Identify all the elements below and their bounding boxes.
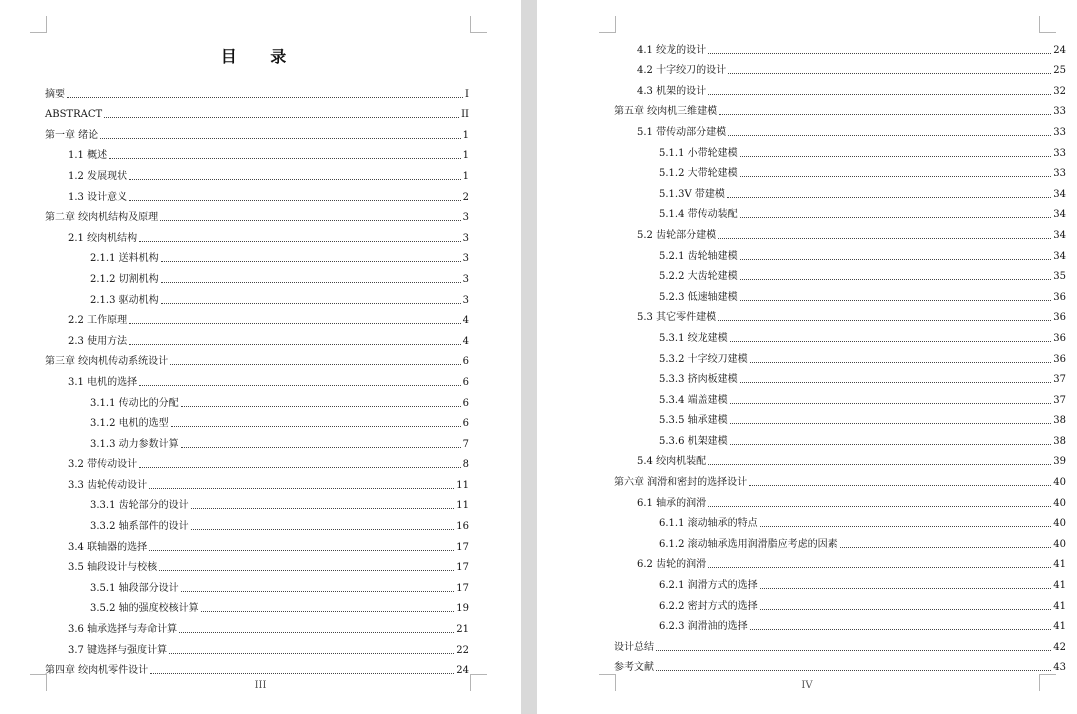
page-number: III [254, 680, 267, 691]
toc-entry-page: 25 [1053, 65, 1066, 77]
toc-entry[interactable] [0, 162, 521, 183]
toc-entry-page: 40 [1053, 538, 1066, 550]
toc-entry[interactable] [537, 571, 1077, 592]
toc-entry-title: 参考文献 [614, 662, 654, 674]
toc-entry[interactable] [0, 533, 521, 554]
toc-entry-page: 6 [462, 356, 469, 368]
dot-leader [191, 529, 455, 530]
toc-entry[interactable] [0, 574, 521, 595]
dot-leader [750, 629, 1052, 630]
dot-leader [129, 344, 461, 345]
toc-entry[interactable] [537, 592, 1077, 613]
toc-entry-page: 3 [462, 232, 469, 244]
dot-leader [67, 97, 463, 98]
dot-leader [728, 135, 1051, 136]
toc-entry-page: 37 [1053, 394, 1066, 406]
toc-entry-title: 5.3.4 端盖建模 [659, 394, 728, 406]
dot-leader [740, 259, 1052, 260]
toc-entry-title: 3.7 键选择与强度计算 [68, 644, 168, 656]
toc-entry[interactable] [537, 242, 1077, 263]
toc-entry-title: 6.1.1 滚动轴承的特点 [659, 518, 758, 530]
toc-entry[interactable] [537, 98, 1077, 119]
toc-entry-title: 6.1.2 滚动轴承选用润滑脂应考虑的因素 [659, 538, 838, 550]
toc-entry-title: 2.3 使用方法 [68, 335, 128, 347]
toc-entry-title: 2.1.1 送料机构 [90, 253, 159, 265]
dot-leader [760, 526, 1052, 527]
toc-entry[interactable] [0, 471, 521, 492]
toc-entry[interactable] [0, 368, 521, 389]
toc-entry[interactable] [537, 468, 1077, 489]
toc-entry[interactable] [537, 36, 1077, 57]
toc-entry-title: 3.1.2 电机的选型 [90, 418, 169, 430]
toc-entry-page: 1 [462, 150, 469, 162]
toc-entry-title: 6.2.2 密封方式的选择 [659, 600, 758, 612]
toc-entry-title: 6.2.3 润滑油的选择 [659, 621, 748, 633]
toc-entry-page: 41 [1053, 600, 1066, 612]
dot-leader [708, 567, 1051, 568]
dot-leader [181, 591, 455, 592]
toc-entry[interactable] [537, 221, 1077, 242]
dot-leader [740, 382, 1052, 383]
toc-entry[interactable] [0, 307, 521, 328]
dot-leader [740, 176, 1052, 177]
dot-leader [170, 364, 460, 365]
dot-leader [161, 282, 461, 283]
page-corner-mark [470, 16, 487, 33]
toc-entry-title: 5.3.5 轴承建模 [659, 415, 728, 427]
dot-leader [109, 158, 461, 159]
toc-entry[interactable] [537, 283, 1077, 304]
toc-entry[interactable] [537, 345, 1077, 366]
dot-leader [760, 609, 1052, 610]
toc-entry-title: 5.1.3V 带建模 [659, 188, 725, 200]
toc-entry-title: 3.3.1 齿轮部分的设计 [90, 500, 189, 512]
document-page-right [537, 0, 1077, 714]
toc-entry-title: 第五章 绞肉机三维建模 [614, 106, 718, 118]
toc-entry-title: 3.5.1 轴段部分设计 [90, 582, 179, 594]
toc-entry-title: 3.2 带传动设计 [68, 459, 138, 471]
toc-entry-title: 第六章 润滑和密封的选择设计 [614, 477, 748, 489]
toc-entry-page: 37 [1053, 374, 1066, 386]
toc-entry-title: 第三章 绞肉机传动系统设计 [45, 356, 169, 368]
toc-entry-title: 1.3 设计意义 [68, 191, 128, 203]
dot-leader [656, 650, 1051, 651]
toc-entry-title: 第二章 绞肉机结构及原理 [45, 212, 159, 224]
toc-entry[interactable] [0, 430, 521, 451]
toc-entry[interactable] [0, 245, 521, 266]
dot-leader [161, 303, 461, 304]
toc-entry-title: 3.5.2 轴的强度校核计算 [90, 603, 199, 615]
dot-leader [104, 117, 459, 118]
dot-leader [129, 200, 461, 201]
toc-entry-title: 5.4 绞肉机装配 [637, 456, 707, 468]
dot-leader [708, 94, 1051, 95]
dot-leader [730, 403, 1052, 404]
toc-entry-page: 4 [462, 315, 469, 327]
toc-entry-title: 5.2.3 低速轴建模 [659, 291, 738, 303]
toc-entry[interactable] [0, 512, 521, 533]
toc-entry-title: 1.2 发展现状 [68, 170, 128, 182]
page-number: IV [801, 680, 813, 691]
toc-entry[interactable] [537, 366, 1077, 387]
toc-entry[interactable] [537, 427, 1077, 448]
toc-entry-title: 4.3 机架的设计 [637, 85, 707, 97]
dot-leader [159, 570, 454, 571]
toc-entry-page: 39 [1053, 456, 1066, 468]
dot-leader [139, 385, 461, 386]
dot-leader [740, 300, 1052, 301]
toc-entry-title: 设计总结 [614, 641, 654, 653]
toc-entry-page: 32 [1053, 85, 1066, 97]
toc-entry-page: 2 [462, 191, 469, 203]
toc-entry-title: ABSTRACT [45, 109, 103, 121]
dot-leader [201, 611, 455, 612]
toc-entry-page: 33 [1053, 106, 1066, 118]
toc-entry-page: 11 [456, 479, 469, 491]
toc-entry[interactable] [0, 492, 521, 513]
toc-entry[interactable] [537, 263, 1077, 284]
toc-entry[interactable] [537, 160, 1077, 181]
toc-entry-page: 3 [462, 253, 469, 265]
toc-entry-page: II [461, 109, 469, 121]
toc-entry-title: 2.1.3 驱动机构 [90, 294, 159, 306]
toc-entry[interactable] [537, 118, 1077, 139]
dot-leader [191, 508, 455, 509]
toc-entry[interactable] [0, 595, 521, 616]
dot-leader [728, 73, 1051, 74]
toc-entry-title: 5.1 带传动部分建模 [637, 126, 727, 138]
toc-entry[interactable] [0, 389, 521, 410]
toc-entry-page: 41 [1053, 580, 1066, 592]
toc-entry-page: 42 [1053, 641, 1066, 653]
toc-entry-page: 1 [462, 170, 469, 182]
toc-entry[interactable] [537, 407, 1077, 428]
toc-entry-title: 4.1 绞龙的设计 [637, 44, 707, 56]
toc-entry-title: 6.2 齿轮的润滑 [637, 559, 707, 571]
dot-leader [730, 341, 1052, 342]
toc-entry-title: 3.6 轴承选择与寿命计算 [68, 624, 178, 636]
toc-entry[interactable] [0, 183, 521, 204]
toc-entry-title: 第四章 绞肉机零件设计 [45, 665, 149, 677]
dot-leader [718, 320, 1051, 321]
dot-leader [149, 488, 454, 489]
toc-entry-title: 3.1 电机的选择 [68, 376, 138, 388]
page-corner-mark [30, 16, 47, 33]
toc-entry[interactable] [0, 348, 521, 369]
toc-entry[interactable] [537, 201, 1077, 222]
toc-entry[interactable] [0, 554, 521, 575]
toc-entry-page: 38 [1053, 435, 1066, 447]
dot-leader [708, 464, 1051, 465]
toc-entry[interactable] [0, 286, 521, 307]
toc-entry[interactable] [537, 510, 1077, 531]
dot-leader [730, 444, 1052, 445]
toc-entry-page: 36 [1053, 353, 1066, 365]
toc-entry-title: 3.1.3 动力参数计算 [90, 438, 179, 450]
dot-leader [708, 506, 1051, 507]
toc-entry[interactable] [0, 327, 521, 348]
toc-entry-title: 1.1 概述 [68, 150, 108, 162]
toc-entry[interactable] [0, 121, 521, 142]
dot-leader [129, 323, 461, 324]
toc-entry[interactable] [537, 57, 1077, 78]
toc-entry-page: 36 [1053, 332, 1066, 344]
toc-entry-page: 43 [1053, 662, 1066, 674]
dot-leader [727, 197, 1051, 198]
toc-entry-page: 40 [1053, 497, 1066, 509]
toc-entry-page: 38 [1053, 415, 1066, 427]
dot-leader [100, 138, 460, 139]
toc-entry[interactable] [537, 139, 1077, 160]
toc-entry-title: 2.1 绞肉机结构 [68, 232, 138, 244]
toc-entry-title: 5.1.2 大带轮建模 [659, 168, 738, 180]
dot-leader [740, 156, 1052, 157]
toc-entry-title: 5.2.1 齿轮轴建模 [659, 250, 738, 262]
dot-leader [169, 653, 454, 654]
toc-entry[interactable] [0, 410, 521, 431]
toc-entry-page: 36 [1053, 291, 1066, 303]
dot-leader [179, 632, 454, 633]
toc-entry-page: 1 [462, 129, 469, 141]
toc-entry-page: 17 [456, 582, 469, 594]
toc-entry[interactable] [537, 180, 1077, 201]
toc-entry-page: 7 [462, 438, 469, 450]
toc-entry-title: 2.1.2 切割机构 [90, 273, 159, 285]
toc-entry-title: 第一章 绪论 [45, 129, 99, 141]
dot-leader [740, 279, 1052, 280]
toc-entry-page: 19 [456, 603, 469, 615]
toc-entry-page: 34 [1053, 188, 1066, 200]
toc-entry[interactable] [537, 77, 1077, 98]
toc-entry-page: 33 [1053, 168, 1066, 180]
toc-entry-title: 5.3 其它零件建模 [637, 312, 717, 324]
toc-entry-page: 40 [1053, 518, 1066, 530]
dot-leader [740, 217, 1052, 218]
toc-list-left [0, 80, 521, 677]
dot-leader [139, 241, 461, 242]
toc-entry-title: 5.3.3 挤肉板建模 [659, 374, 738, 386]
toc-entry-title: 5.3.1 绞龙建模 [659, 332, 728, 344]
toc-entry-title: 5.3.2 十字绞刀建模 [659, 353, 748, 365]
toc-entry-page: 36 [1053, 312, 1066, 324]
toc-entry-title: 6.2.1 润滑方式的选择 [659, 580, 758, 592]
toc-entry-title: 5.2.2 大齿轮建模 [659, 271, 738, 283]
toc-entry-page: 41 [1053, 621, 1066, 633]
toc-entry-page: 6 [462, 397, 469, 409]
document-page-left [0, 0, 521, 714]
toc-entry-page: 34 [1053, 229, 1066, 241]
toc-entry[interactable] [0, 636, 521, 657]
dot-leader [160, 220, 460, 221]
dot-leader [171, 426, 461, 427]
toc-entry-title: 5.1.1 小带轮建模 [659, 147, 738, 159]
toc-entry-page: 22 [456, 644, 469, 656]
toc-entry-page: 17 [456, 562, 469, 574]
toc-entry[interactable] [0, 224, 521, 245]
dot-leader [718, 238, 1051, 239]
dot-leader [150, 673, 454, 674]
toc-entry-title: 摘要 [45, 88, 65, 100]
toc-entry[interactable] [537, 551, 1077, 572]
toc-entry-page: 35 [1053, 271, 1066, 283]
dot-leader [139, 467, 461, 468]
toc-entry-page: 24 [456, 665, 469, 677]
dot-leader [840, 547, 1052, 548]
toc-entry[interactable] [0, 142, 521, 163]
dot-leader [760, 588, 1052, 589]
toc-entry[interactable] [0, 657, 521, 678]
toc-entry-title: 5.2 齿轮部分建模 [637, 229, 717, 241]
dot-leader [656, 670, 1051, 671]
dot-leader [181, 447, 461, 448]
toc-entry-page: 17 [456, 541, 469, 553]
toc-entry[interactable] [0, 101, 521, 122]
toc-entry-page: 24 [1053, 44, 1066, 56]
dot-leader [719, 114, 1051, 115]
page-corner-mark [1039, 16, 1056, 33]
dot-leader [730, 423, 1052, 424]
toc-entry[interactable] [537, 654, 1077, 675]
toc-entry-title: 3.4 联轴器的选择 [68, 541, 148, 553]
toc-entry-page: 40 [1053, 477, 1066, 489]
toc-entry-title: 5.1.4 带传动装配 [659, 209, 738, 221]
dot-leader [181, 406, 461, 407]
toc-title: 目 录 [220, 47, 301, 66]
toc-entry-title: 3.3.2 轴系部件的设计 [90, 521, 189, 533]
toc-entry[interactable] [0, 451, 521, 472]
toc-entry[interactable] [537, 386, 1077, 407]
dot-leader [161, 261, 461, 262]
toc-entry-page: 3 [462, 273, 469, 285]
toc-entry-title: 6.1 轴承的润滑 [637, 497, 707, 509]
toc-entry[interactable] [537, 530, 1077, 551]
toc-entry-page: 33 [1053, 126, 1066, 138]
toc-entry-page: 34 [1053, 250, 1066, 262]
toc-entry[interactable] [537, 304, 1077, 325]
page-corner-mark [599, 16, 616, 33]
toc-entry[interactable] [0, 615, 521, 636]
toc-entry-page: 6 [462, 376, 469, 388]
toc-entry-title: 4.2 十字绞刀的设计 [637, 65, 727, 77]
toc-entry[interactable] [0, 80, 521, 101]
toc-entry[interactable] [537, 448, 1077, 469]
dot-leader [708, 53, 1051, 54]
toc-entry[interactable] [537, 613, 1077, 634]
toc-entry-page: 6 [462, 418, 469, 430]
toc-entry[interactable] [537, 633, 1077, 654]
toc-entry-page: 3 [462, 294, 469, 306]
toc-entry-page: 16 [456, 521, 469, 533]
toc-entry-page: 34 [1053, 209, 1066, 221]
toc-entry-page: 4 [462, 335, 469, 347]
dot-leader [750, 362, 1052, 363]
toc-entry-page: 41 [1053, 559, 1066, 571]
toc-entry-title: 3.1.1 传动比的分配 [90, 397, 179, 409]
toc-entry-title: 2.2 工作原理 [68, 315, 128, 327]
toc-entry-page: 8 [462, 459, 469, 471]
toc-entry[interactable] [0, 204, 521, 225]
toc-entry-page: 21 [456, 624, 469, 636]
toc-entry-title: 3.3 齿轮传动设计 [68, 479, 148, 491]
dot-leader [749, 485, 1051, 486]
toc-entry[interactable] [537, 489, 1077, 510]
toc-entry-page: 33 [1053, 147, 1066, 159]
toc-entry-title: 3.5 轴段设计与校核 [68, 562, 158, 574]
toc-entry-page: 11 [456, 500, 469, 512]
toc-entry[interactable] [0, 265, 521, 286]
toc-entry-title: 5.3.6 机架建模 [659, 435, 728, 447]
dot-leader [149, 550, 454, 551]
toc-list-right [537, 36, 1077, 674]
toc-entry-page: I [465, 88, 469, 100]
toc-entry-page: 3 [462, 212, 469, 224]
toc-entry[interactable] [537, 324, 1077, 345]
dot-leader [129, 179, 461, 180]
